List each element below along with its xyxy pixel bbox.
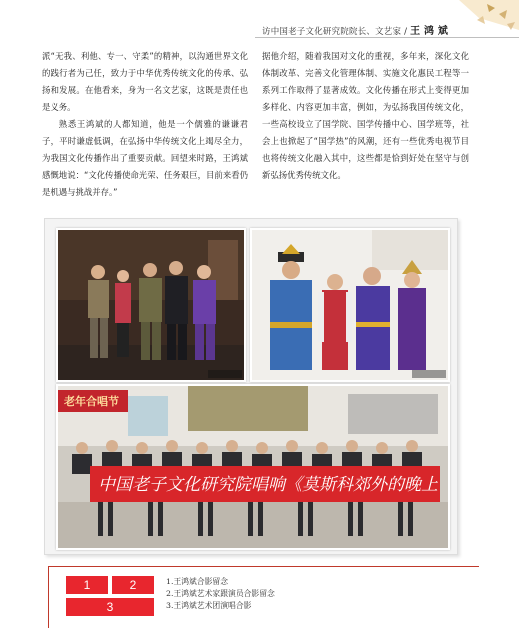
- paragraph: 派“无我、利他、专一、守柔”的精神，以沟通世界文化的践行者为己任，致力于中华优秀传统文化的传承、弘扬和发展。在他看来，身为一名文艺家，这既是责任也是义务。: [42, 51, 248, 112]
- paragraph: 据他介绍，随着我国对文化的重视，多年来，深化文化体制改革、完善文化管理体制、实施文化惠民工程等一系列工作取得了显著成效。文化传播在形式上变得更加多样化、内容更加丰富，例如，为弘扬我国传统文化，一些高校设立了国学院、国学传播中心、国学班等，社会上也掀起了“国学热”的风潮，还有一些优秀电视节目也将传统文化融入其中，这些都是恰到好处在坚守与创新弘扬优秀传统文化。: [262, 51, 469, 180]
- caption-list: [166, 576, 275, 612]
- caption-item: 2.王鸿斌艺术家跟演员合影留念: [166, 589, 275, 598]
- running-header: 访中国老子文化研究院院长、文艺家 / 王 鸿 斌: [262, 26, 449, 37]
- paragraph: 熟悉王鸿斌的人都知道，他是一个儒雅的谦谦君子，平时谦虚低调，在弘扬中华传统文化上竭尽全力，为我国文化传播作出了重要贡献。回望来时路，王鸿斌感慨地说：“文化传播使命光荣、任务艰巨，目前来看仍是机遇与挑战并存。”: [42, 119, 248, 197]
- page-header: [0, 0, 519, 40]
- sign-text: 老年合唱节: [64, 395, 119, 408]
- header-name: 王 鸿 斌: [410, 26, 449, 37]
- header-rule: [255, 37, 519, 38]
- header-title: 访中国老子文化研究院院长、文艺家: [262, 27, 402, 37]
- photo-index-3: 3: [66, 598, 154, 616]
- photo-1: [56, 228, 246, 382]
- photo-caption-block: [48, 566, 478, 627]
- article-column-right: [262, 48, 469, 184]
- header-decoration: [449, 0, 519, 36]
- photo-index-1: 1: [66, 576, 108, 594]
- article-column-left: [42, 48, 248, 201]
- photo-3: [56, 384, 450, 550]
- banner-text: 中国老子文化研究院唱响《莫斯科郊外的晚上: [98, 475, 438, 495]
- photo-2: [250, 228, 450, 382]
- caption-item: 3.王鸿斌艺术团演唱合影: [166, 601, 252, 610]
- photo-index-2: 2: [112, 576, 154, 594]
- caption-item: 1.王鸿斌合影留念: [166, 577, 229, 586]
